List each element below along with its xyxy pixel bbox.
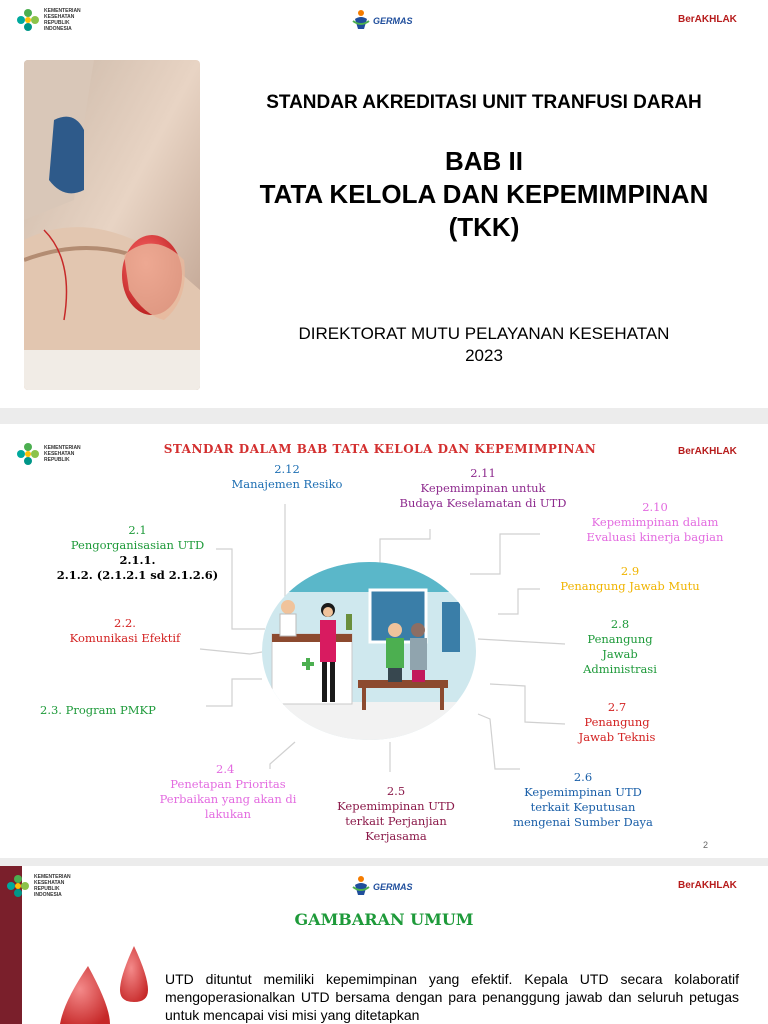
- slide-separator: [0, 408, 768, 424]
- organization-name: DIREKTORAT MUTU PELAYANAN KESEHATAN: [298, 324, 670, 343]
- overview-body: UTD dituntut memiliki kepemimpinan yang efektif. Kepala UTD secara kolaboratif mengoperasionalkan UTD bersama dengan para penanggung jawab dan seluruh petugas untuk mencapai visi misi yang ditetapkan: [165, 971, 739, 1023]
- slide-separator: [0, 858, 768, 866]
- blood-donation-photo: [24, 60, 200, 390]
- standard-2-9: 2.9 Penangung Jawab Mutu: [560, 564, 700, 593]
- berakhlak-logo: [678, 446, 737, 457]
- page-number: 2: [702, 840, 708, 850]
- berakhlak-logo-text: BerAKHLAK: [678, 446, 737, 457]
- cover-title: [200, 145, 768, 244]
- cover-title-line: TATA KELOLA DAN KEPEMIMPINAN: [259, 179, 709, 209]
- kemenkes-logo: [16, 8, 104, 32]
- berakhlak-logo: [678, 880, 737, 891]
- connector-28: [478, 639, 565, 644]
- standard-2-8: 2.8 Penangung Jawab Administrasi: [583, 617, 657, 676]
- standard-2-7: 2.7 Penangung Jawab Teknis: [578, 700, 656, 744]
- kemenkes-logo-text: KEMENTERIAN KESEHATAN REPUBLIK INDONESIA: [34, 874, 71, 898]
- slide-standards-map: [0, 424, 768, 858]
- berakhlak-logo: [678, 14, 737, 25]
- kemenkes-logo-text: KEMENTERIAN KESEHATAN REPUBLIK: [44, 445, 81, 463]
- kemenkes-logo-icon: [16, 442, 40, 466]
- germas-figure-icon: [352, 875, 370, 897]
- standard-2-3: 2.3. Program PMKP: [40, 703, 156, 717]
- slide-overview: [0, 866, 768, 1024]
- standard-2-11: 2.11 Kepemimpinan untuk Budaya Keselamatan di UTD: [399, 466, 567, 510]
- standards-title: STANDAR DALAM BAB TATA KELOLA DAN KEPEMIMPINAN: [163, 442, 597, 456]
- berakhlak-logo-text: BerAKHLAK: [678, 880, 737, 891]
- standard-2-1: 2.1 Pengorganisasian UTD 2.1.1. 2.1.2. (2.1.2.1 sd 2.1.2.6): [56, 523, 219, 582]
- standard-2-4: 2.4 Penetapan Prioritas Perbaikan yang akan di lakukan: [159, 762, 297, 821]
- germas-figure-icon: [352, 9, 370, 31]
- cover-subtitle: STANDAR AKREDITASI UNIT TRANFUSI DARAH: [266, 92, 702, 113]
- blood-drop-icon: [40, 946, 160, 1024]
- overview-title: GAMBARAN UMUM: [294, 910, 474, 929]
- standard-2-2: 2.2. Komunikasi Efektif: [69, 616, 181, 645]
- standard-2-5: 2.5 Kepemimpinan UTD terkait Perjanjian Kerjasama: [337, 784, 455, 843]
- germas-logo: [352, 9, 413, 31]
- germas-logo: [352, 875, 413, 897]
- standard-2-12: 2.12 Manajemen Resiko: [231, 462, 343, 491]
- cover-title-line: BAB II: [445, 146, 523, 176]
- slide-cover: [0, 0, 768, 408]
- connector-22: [200, 649, 262, 654]
- cover-organization: [200, 323, 768, 367]
- connector-27: [490, 684, 565, 724]
- connector-29: [498, 589, 540, 614]
- blood-donation-image: [24, 60, 200, 390]
- kemenkes-logo-icon: [16, 8, 40, 32]
- cover-year: 2023: [465, 346, 503, 365]
- germas-logo-text: GERMAS: [373, 882, 413, 892]
- berakhlak-logo-text: BerAKHLAK: [678, 14, 737, 25]
- connector-23: [206, 679, 262, 706]
- kemenkes-logo-text: KEMENTERIAN KESEHATAN REPUBLIK INDONESIA: [44, 8, 81, 32]
- standard-2-10: 2.10 Kepemimpinan dalam Evaluasi kinerja bagian: [586, 500, 724, 544]
- standard-2-6: 2.6 Kepemimpinan UTD terkait Keputusan mengenai Sumber Daya: [513, 770, 653, 829]
- kemenkes-logo-icon: [6, 874, 30, 898]
- kemenkes-logo: [6, 874, 94, 898]
- kemenkes-logo: [16, 442, 104, 466]
- connector-26: [478, 714, 520, 769]
- germas-logo-text: GERMAS: [373, 16, 413, 26]
- reception-illustration: [262, 562, 476, 740]
- cover-title-line: (TKK): [448, 212, 520, 242]
- connector-210: [470, 534, 540, 574]
